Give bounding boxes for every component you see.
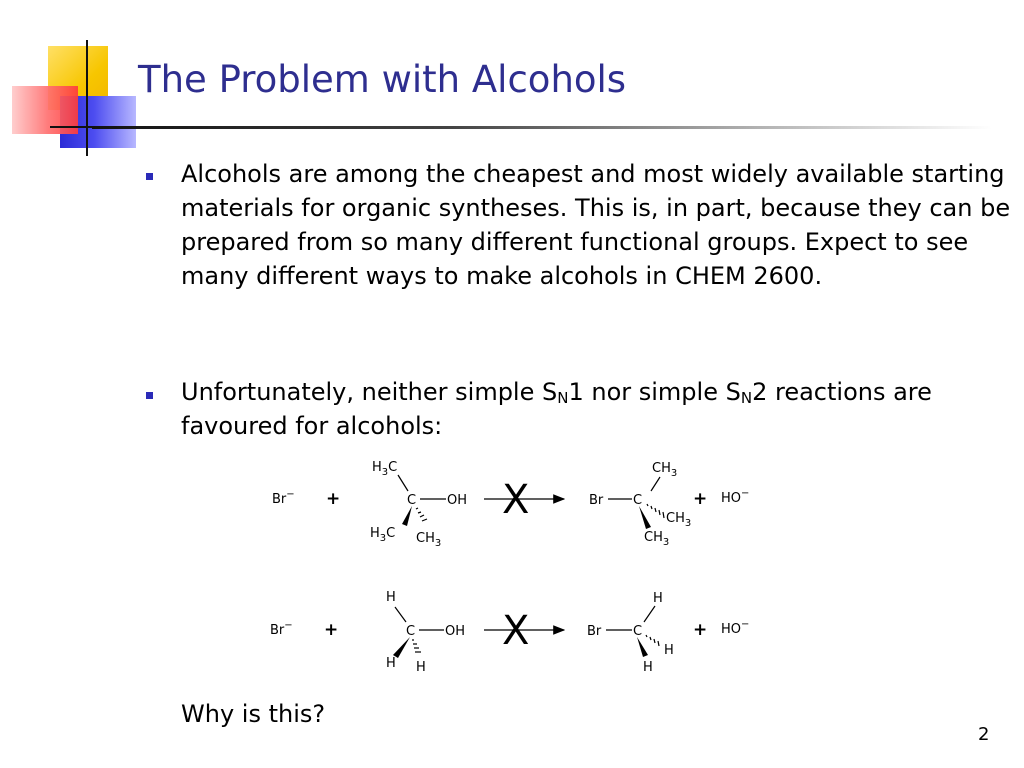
title-underline xyxy=(92,126,992,129)
dash-bond-product-1 xyxy=(647,504,664,518)
methyl-top: $H_3C$ xyxy=(372,460,398,478)
bullet-marker-1 xyxy=(146,173,153,180)
decorative-horizontal-line xyxy=(50,126,94,128)
reaction-2 xyxy=(270,590,749,675)
dash-bond-1 xyxy=(416,508,427,521)
hydroxyl-1: OH xyxy=(447,493,468,508)
bullet-2-sub-b: N xyxy=(740,389,753,407)
product-hydrogen-top: H xyxy=(653,591,663,606)
bromine-product-1: Br xyxy=(589,493,604,508)
hydroxide-1: HO− xyxy=(721,488,750,506)
plus-sign-2b: + xyxy=(693,620,708,640)
bullet-2-sub-a: N xyxy=(557,389,569,407)
bullet-2-part-c: 2 reactions are favoured for alcohols: xyxy=(181,378,932,440)
bullet-text-2 xyxy=(181,375,981,443)
decorative-vertical-line xyxy=(86,40,88,156)
methyl-wedge: $H_3C$ xyxy=(370,526,396,544)
hydrogen-dash: H xyxy=(416,660,426,675)
hydrogen-wedge: H xyxy=(386,656,396,671)
bullet-2-part-a: Unfortunately, neither simple S xyxy=(181,378,558,406)
plus-sign-1: + xyxy=(326,489,341,509)
plus-sign-2: + xyxy=(324,620,339,640)
bullet-marker-2 xyxy=(146,392,153,399)
reaction-scheme xyxy=(240,450,800,690)
bond-to-methyl-top xyxy=(398,475,408,491)
bullet-2-part-b: 1 nor simple S xyxy=(568,378,741,406)
page-number: 2 xyxy=(978,724,990,745)
methyl-dash: $CH_3$ xyxy=(416,531,442,549)
nucleophile-1: Br− xyxy=(272,489,295,507)
product-carbon-2: C xyxy=(633,624,643,639)
question-text: Why is this? xyxy=(181,700,326,728)
dash-bond-product-2 xyxy=(646,635,659,646)
hydroxyl-2: OH xyxy=(445,624,466,639)
central-carbon-1: C xyxy=(407,493,417,508)
hydrogen-top: H xyxy=(386,590,396,605)
tertiary-bromide xyxy=(589,461,691,548)
bromine-product-2: Br xyxy=(587,624,602,639)
product-hydrogen-dash: H xyxy=(664,643,674,658)
product-carbon-1: C xyxy=(633,493,643,508)
product-methyl-dash: $CH_3$ xyxy=(666,511,692,529)
wedge-bond-1 xyxy=(402,506,412,526)
wedge-bond-product-2 xyxy=(637,637,648,657)
blocked-cross-1: X xyxy=(502,477,530,523)
nucleophile-2: Br− xyxy=(270,620,293,638)
primary-bromide xyxy=(587,591,674,675)
blocked-cross-2: X xyxy=(502,608,530,654)
central-carbon-2: C xyxy=(406,624,416,639)
bond-product-methyl-top xyxy=(651,477,660,491)
product-methyl-wedge: $CH_3$ xyxy=(644,530,670,548)
bond-to-h-top xyxy=(395,607,406,622)
product-methyl-top: $CH_3$ xyxy=(652,461,678,479)
reaction-1 xyxy=(272,460,749,549)
reaction-scheme-svg xyxy=(240,450,800,690)
plus-sign-1b: + xyxy=(693,489,708,509)
hydroxide-2: HO− xyxy=(721,619,750,637)
wedge-bond-2 xyxy=(393,637,410,658)
primary-alcohol xyxy=(386,590,465,675)
product-hydrogen-wedge: H xyxy=(643,660,653,675)
slide-title: The Problem with Alcohols xyxy=(138,58,627,101)
bullet-text-1: Alcohols are among the cheapest and most widely available starting materials for organic syntheses. This is, in part, because they can be prepared from so many different functional groups. Expect to see many different ways to make alcohols in CHEM 2600. xyxy=(181,160,1011,290)
tertiary-alcohol xyxy=(370,460,467,549)
wedge-bond-product-1 xyxy=(639,506,651,529)
bond-product-h-top xyxy=(644,606,655,622)
dash-bond-2 xyxy=(412,640,421,652)
